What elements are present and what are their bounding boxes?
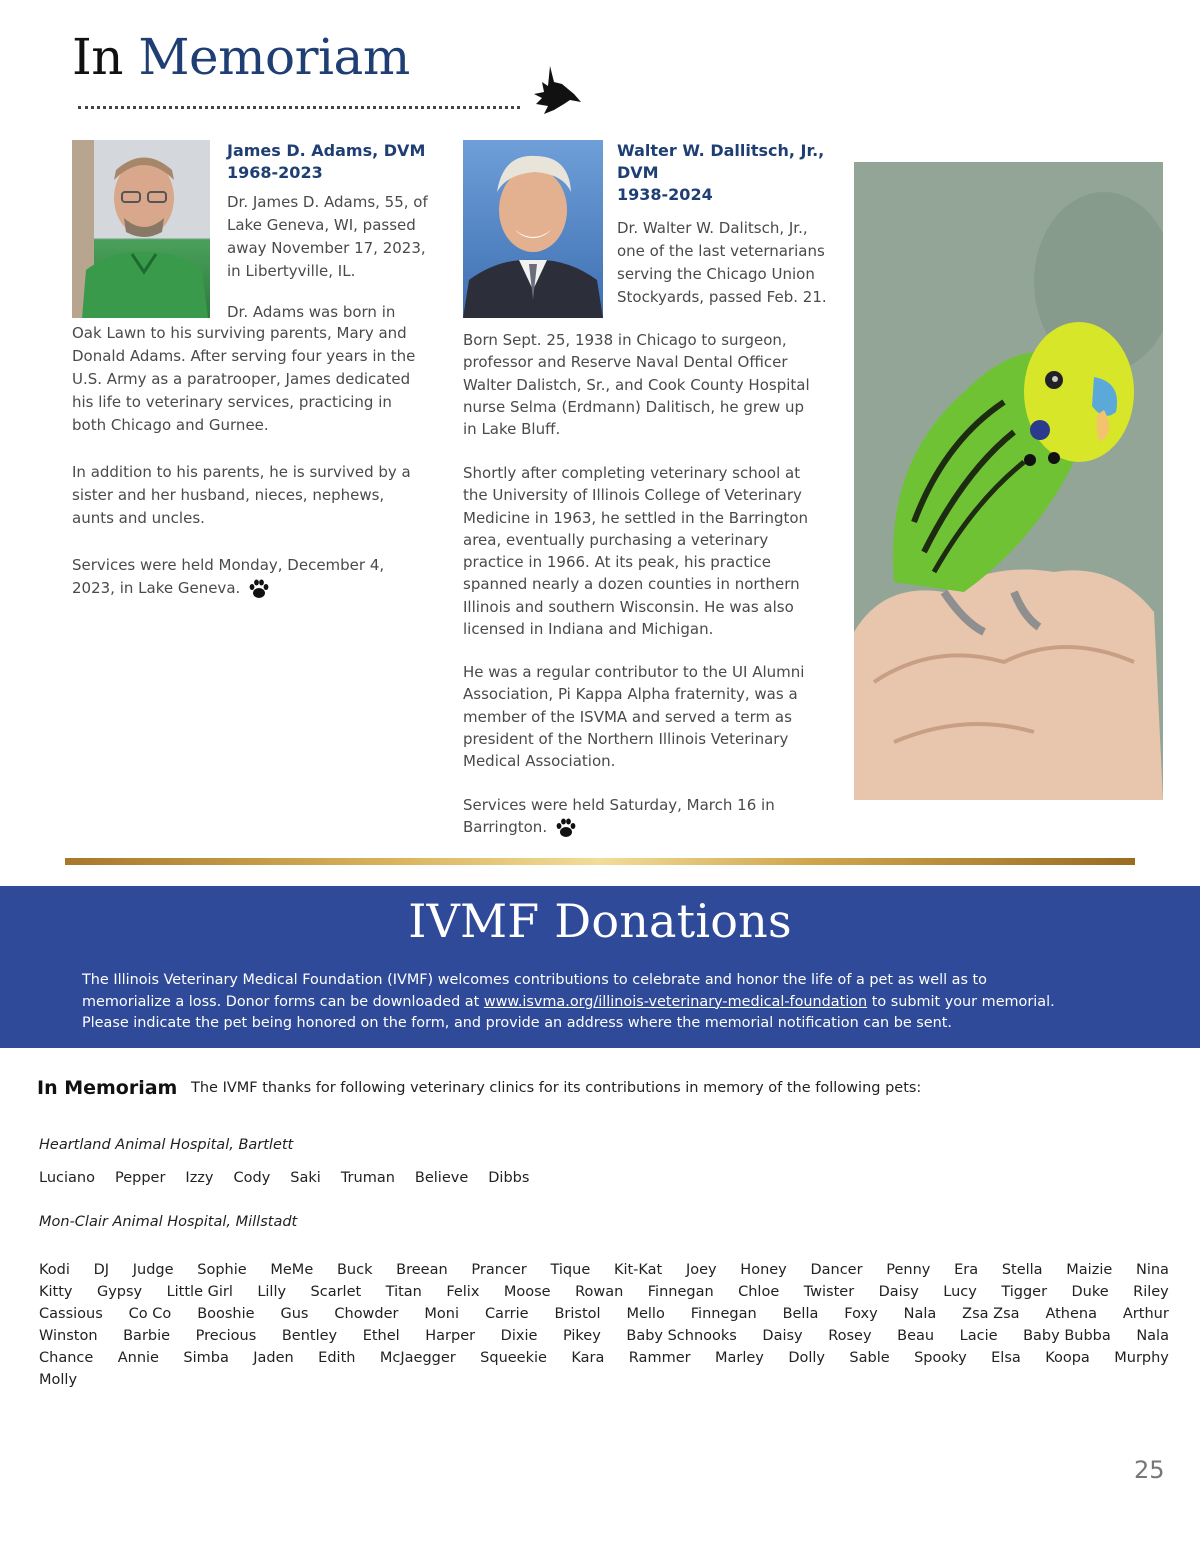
text-line: He was a regular contributor to the UI Alumni [463,663,805,681]
gold-divider [65,858,1135,865]
text-line: memorialize a loss. Donor forms can be downloaded at [82,993,484,1010]
obituary-paragraph-dallitsch-career [463,462,808,640]
foundation-link[interactable]: www.isvma.org/illinois-veterinary-medical-foundation [483,993,868,1010]
text-line: Please indicate the pet being honored on the form, and provide an address where the memorial notification can be sent. [82,1015,952,1031]
pet-name: Cassious [39,1306,103,1322]
pet-name: Tigger [1001,1284,1048,1300]
pet-name: Judge [132,1262,174,1278]
pet-name: Believe [414,1170,469,1186]
pet-name: Gus [280,1306,309,1322]
pet-name: Kit-Kat [613,1262,663,1278]
text-line: Services were held Monday, December 4, [72,556,385,574]
pet-name: Finnegan [690,1306,757,1322]
pet-names-row [39,1369,1169,1391]
pet-name: Rammer [628,1350,691,1366]
pet-names-grid [39,1259,1169,1391]
pet-name: Co Co [128,1306,172,1322]
pet-name: Truman [340,1170,395,1186]
pet-name: Luciano [39,1170,95,1186]
text-line: member of the ISVMA and served a term as [463,707,792,726]
pet-name: Rosey [828,1328,872,1344]
pet-name: Daisy [762,1328,803,1344]
text-line: spanned nearly a dozen counties in northern [463,575,800,594]
text-line: Barrington. [463,818,548,837]
page-number: 25 [1134,1456,1165,1484]
pet-name: Beau [897,1328,935,1344]
pet-name: Athena [1045,1306,1097,1322]
text-line: Dr. James D. Adams, 55, of [227,193,428,211]
obituary-paragraph-dallitsch-service [463,661,804,772]
pet-name: Duke [1071,1284,1109,1300]
text-line: practice in 1966. At its peak, his practice [463,553,771,572]
parakeet-photo [854,162,1163,800]
text-line: area, eventually purchasing a veterinary [463,530,769,549]
pet-name: Moni [424,1306,460,1322]
pet-name: Jaden [253,1350,294,1366]
text-line: sister and her husband, nieces, nephews, [72,486,385,504]
obituary-name-dallitsch [617,140,824,206]
text-line: both Chicago and Gurnee. [72,416,269,434]
dotted-divider [78,106,520,109]
text-line: licensed in Indiana and Michigan. [463,620,714,639]
pet-names-list [39,1170,549,1186]
text-line: Association, Pi Kappa Alpha fraternity, was a [463,685,798,704]
pet-name: Dancer [810,1262,863,1278]
text-line: Services were held Saturday, March 16 in [463,796,775,814]
pet-name: Kara [571,1350,605,1366]
pet-name: Twister [803,1284,855,1300]
text-line: Born Sept. 25, 1938 in Chicago to surgeon, [463,331,787,349]
pet-name: Prancer [471,1262,527,1278]
pet-name: Squeekie [480,1350,547,1366]
pet-name: Bristol [554,1306,601,1322]
pet-name: Sophie [197,1262,247,1278]
obituary-name: Walter W. Dallitsch, Jr., [617,141,825,160]
obituary-paragraph-dallitsch-services [463,794,775,839]
text-line: aunts and uncles. [72,509,205,527]
text-line: Illinois and southern Wisconsin. He was also [463,597,794,616]
page-title-part1: In [72,28,139,86]
pet-name: Titan [385,1284,422,1300]
portrait-photo-dallitsch [463,140,603,318]
pet-name: Precious [195,1328,257,1344]
pet-name: Harper [425,1328,476,1344]
pet-name: Joey [685,1262,717,1278]
pet-name: Ethel [362,1328,400,1344]
pet-names-row [39,1281,1169,1303]
pet-name: Scarlet [310,1284,362,1300]
pet-name: Maizie [1066,1262,1113,1278]
pet-name: Nala [903,1306,937,1322]
text-line: serving the Chicago Union [617,265,815,283]
obituary-intro-dallitsch [617,217,827,309]
pet-name: Zsa Zsa [962,1306,1020,1322]
pet-name: Edith [318,1350,356,1366]
pet-names-row [39,1303,1169,1325]
text-line: Walter Dalistch, Sr., and Cook County Hospital [463,375,810,394]
pet-name: Lucy [943,1284,977,1300]
pet-name: Lacie [959,1328,998,1344]
pet-name: Winston [39,1328,98,1344]
pet-name: Lilly [257,1284,287,1300]
dove-icon [530,64,582,116]
text-line: Medicine in 1963, he settled in the Barrington [463,508,809,527]
pet-name: Little Girl [166,1284,233,1300]
pet-name: Arthur [1122,1306,1169,1322]
text-line: Dr. Walter W. Dalitsch, Jr., [617,219,808,237]
pet-name: Bentley [281,1328,338,1344]
text-line: Stockyards, passed Feb. 21. [617,288,827,306]
obituary-paragraph-dallitsch-birth [463,329,810,440]
obituary-name-adams [227,140,425,184]
pet-name: Baby Bubba [1023,1328,1111,1344]
pet-name: Foxy [844,1306,878,1322]
text-line: In addition to his parents, he is survived by a [72,463,411,481]
pet-name: Elsa [991,1350,1021,1366]
portrait-photo-adams [72,140,210,318]
pet-name: Pepper [114,1170,166,1186]
clinic-name: Heartland Animal Hospital, Bartlett [39,1137,294,1153]
text-line: nurse Selma (Erdmann) Dalitisch, he grew up [463,397,805,416]
pet-name: Mello [626,1306,665,1322]
pet-name: Penny [886,1262,931,1278]
pet-name: Buck [336,1262,373,1278]
pet-name: Spooky [914,1350,967,1366]
pet-name: Daisy [878,1284,919,1300]
pet-name: Carrie [484,1306,529,1322]
memoriam-intro: The IVMF thanks for following veterinary clinics for its contributions in memory of the following pets: [191,1080,922,1096]
text-line: president of the Northern Illinois Veterinary [463,729,789,748]
obituary-name-suffix: DVM [617,163,659,182]
pet-name: Stella [1001,1262,1043,1278]
pet-name: Bella [782,1306,819,1322]
memoriam-heading: In Memoriam [37,1077,178,1099]
pet-name: Kodi [39,1262,70,1278]
donations-title: IVMF Donations [408,894,792,948]
page-title-part2: Memoriam [138,28,410,86]
obituary-intro-adams [227,191,428,283]
text-line: professor and Reserve Naval Dental Officer [463,353,788,372]
pet-name: MeMe [270,1262,314,1278]
pet-name: Chloe [738,1284,780,1300]
obituary-paragraph-adams-survivors [72,461,411,530]
obituary-years: 1938-2024 [617,185,713,204]
pet-name: Marley [715,1350,764,1366]
paw-icon [555,817,577,839]
pet-name: Molly [39,1372,78,1388]
pet-name: McJaegger [379,1350,456,1366]
text-line: one of the last veternarians [617,242,825,260]
text-line: Oak Lawn to his surviving parents, Mary and [72,324,407,342]
pet-names-row [39,1347,1169,1369]
pet-name: Moose [503,1284,551,1300]
pet-name: Breean [396,1262,448,1278]
text-line: in Lake Bluff. [463,420,561,439]
pet-name: Cody [233,1170,271,1186]
pet-name: Dibbs [488,1170,530,1186]
text-line: his life to veterinary services, practicing in [72,393,392,411]
obituary-paragraph-adams-bio [72,322,415,437]
pet-name: Pikey [562,1328,601,1344]
pet-name: Simba [183,1350,229,1366]
pet-name: Kitty [39,1284,73,1300]
pet-name: Koopa [1045,1350,1090,1366]
pet-name: Honey [740,1262,787,1278]
paw-icon [248,578,270,600]
obituary-years: 1968-2023 [227,163,323,182]
text-line: 2023, in Lake Geneva. [72,579,241,597]
pet-name: Chowder [334,1306,399,1322]
text-line: away November 17, 2023, [227,239,426,257]
pet-name: Baby Schnooks [626,1328,737,1344]
pet-name: Felix [446,1284,480,1300]
text-line: Donald Adams. After serving four years in the [72,347,416,365]
text-line: Medical Association. [463,752,616,771]
obituary-name: James D. Adams, DVM [227,141,426,160]
pet-name: Booshie [197,1306,255,1322]
pet-name: Riley [1133,1284,1169,1300]
pet-name: Nala [1136,1328,1169,1344]
pet-names-row [39,1325,1169,1347]
pet-name: Annie [117,1350,159,1366]
clinic-name: Mon-Clair Animal Hospital, Millstadt [39,1214,298,1230]
donations-description [82,970,1142,1035]
pet-name: Finnegan [647,1284,714,1300]
pet-name: Era [954,1262,979,1278]
obituary-paragraph-adams-services [72,554,384,600]
pet-name: Gypsy [96,1284,143,1300]
pet-names-row [39,1259,1169,1281]
text-line: Shortly after completing veterinary school at [463,464,801,482]
pet-name: Dolly [788,1350,825,1366]
text-line: Lake Geneva, WI, passed [227,216,416,234]
pet-name: Nina [1135,1262,1169,1278]
pet-name: Chance [39,1350,94,1366]
text-line: The Illinois Veterinary Medical Foundation (IVMF) welcomes contributions to celebrate and honor the life of a pet as well as to [82,972,987,988]
pet-name: Sable [849,1350,890,1366]
pet-name: Dixie [500,1328,538,1344]
text-line: in Libertyville, IL. [227,262,356,280]
pet-name: Izzy [185,1170,214,1186]
text-line: U.S. Army as a paratrooper, James dedicated [72,370,411,388]
text-line: the University of Illinois College of Veterinary [463,486,802,505]
pet-name: Tique [550,1262,591,1278]
text-line: Dr. Adams was born in [227,303,396,321]
text-line: to submit your memorial. [867,993,1055,1010]
pet-name: Rowan [575,1284,624,1300]
pet-name: Barbie [123,1328,171,1344]
pet-name: Murphy [1114,1350,1169,1366]
page-title [72,28,410,86]
pet-name: DJ [93,1262,110,1278]
pet-name: Saki [290,1170,321,1186]
